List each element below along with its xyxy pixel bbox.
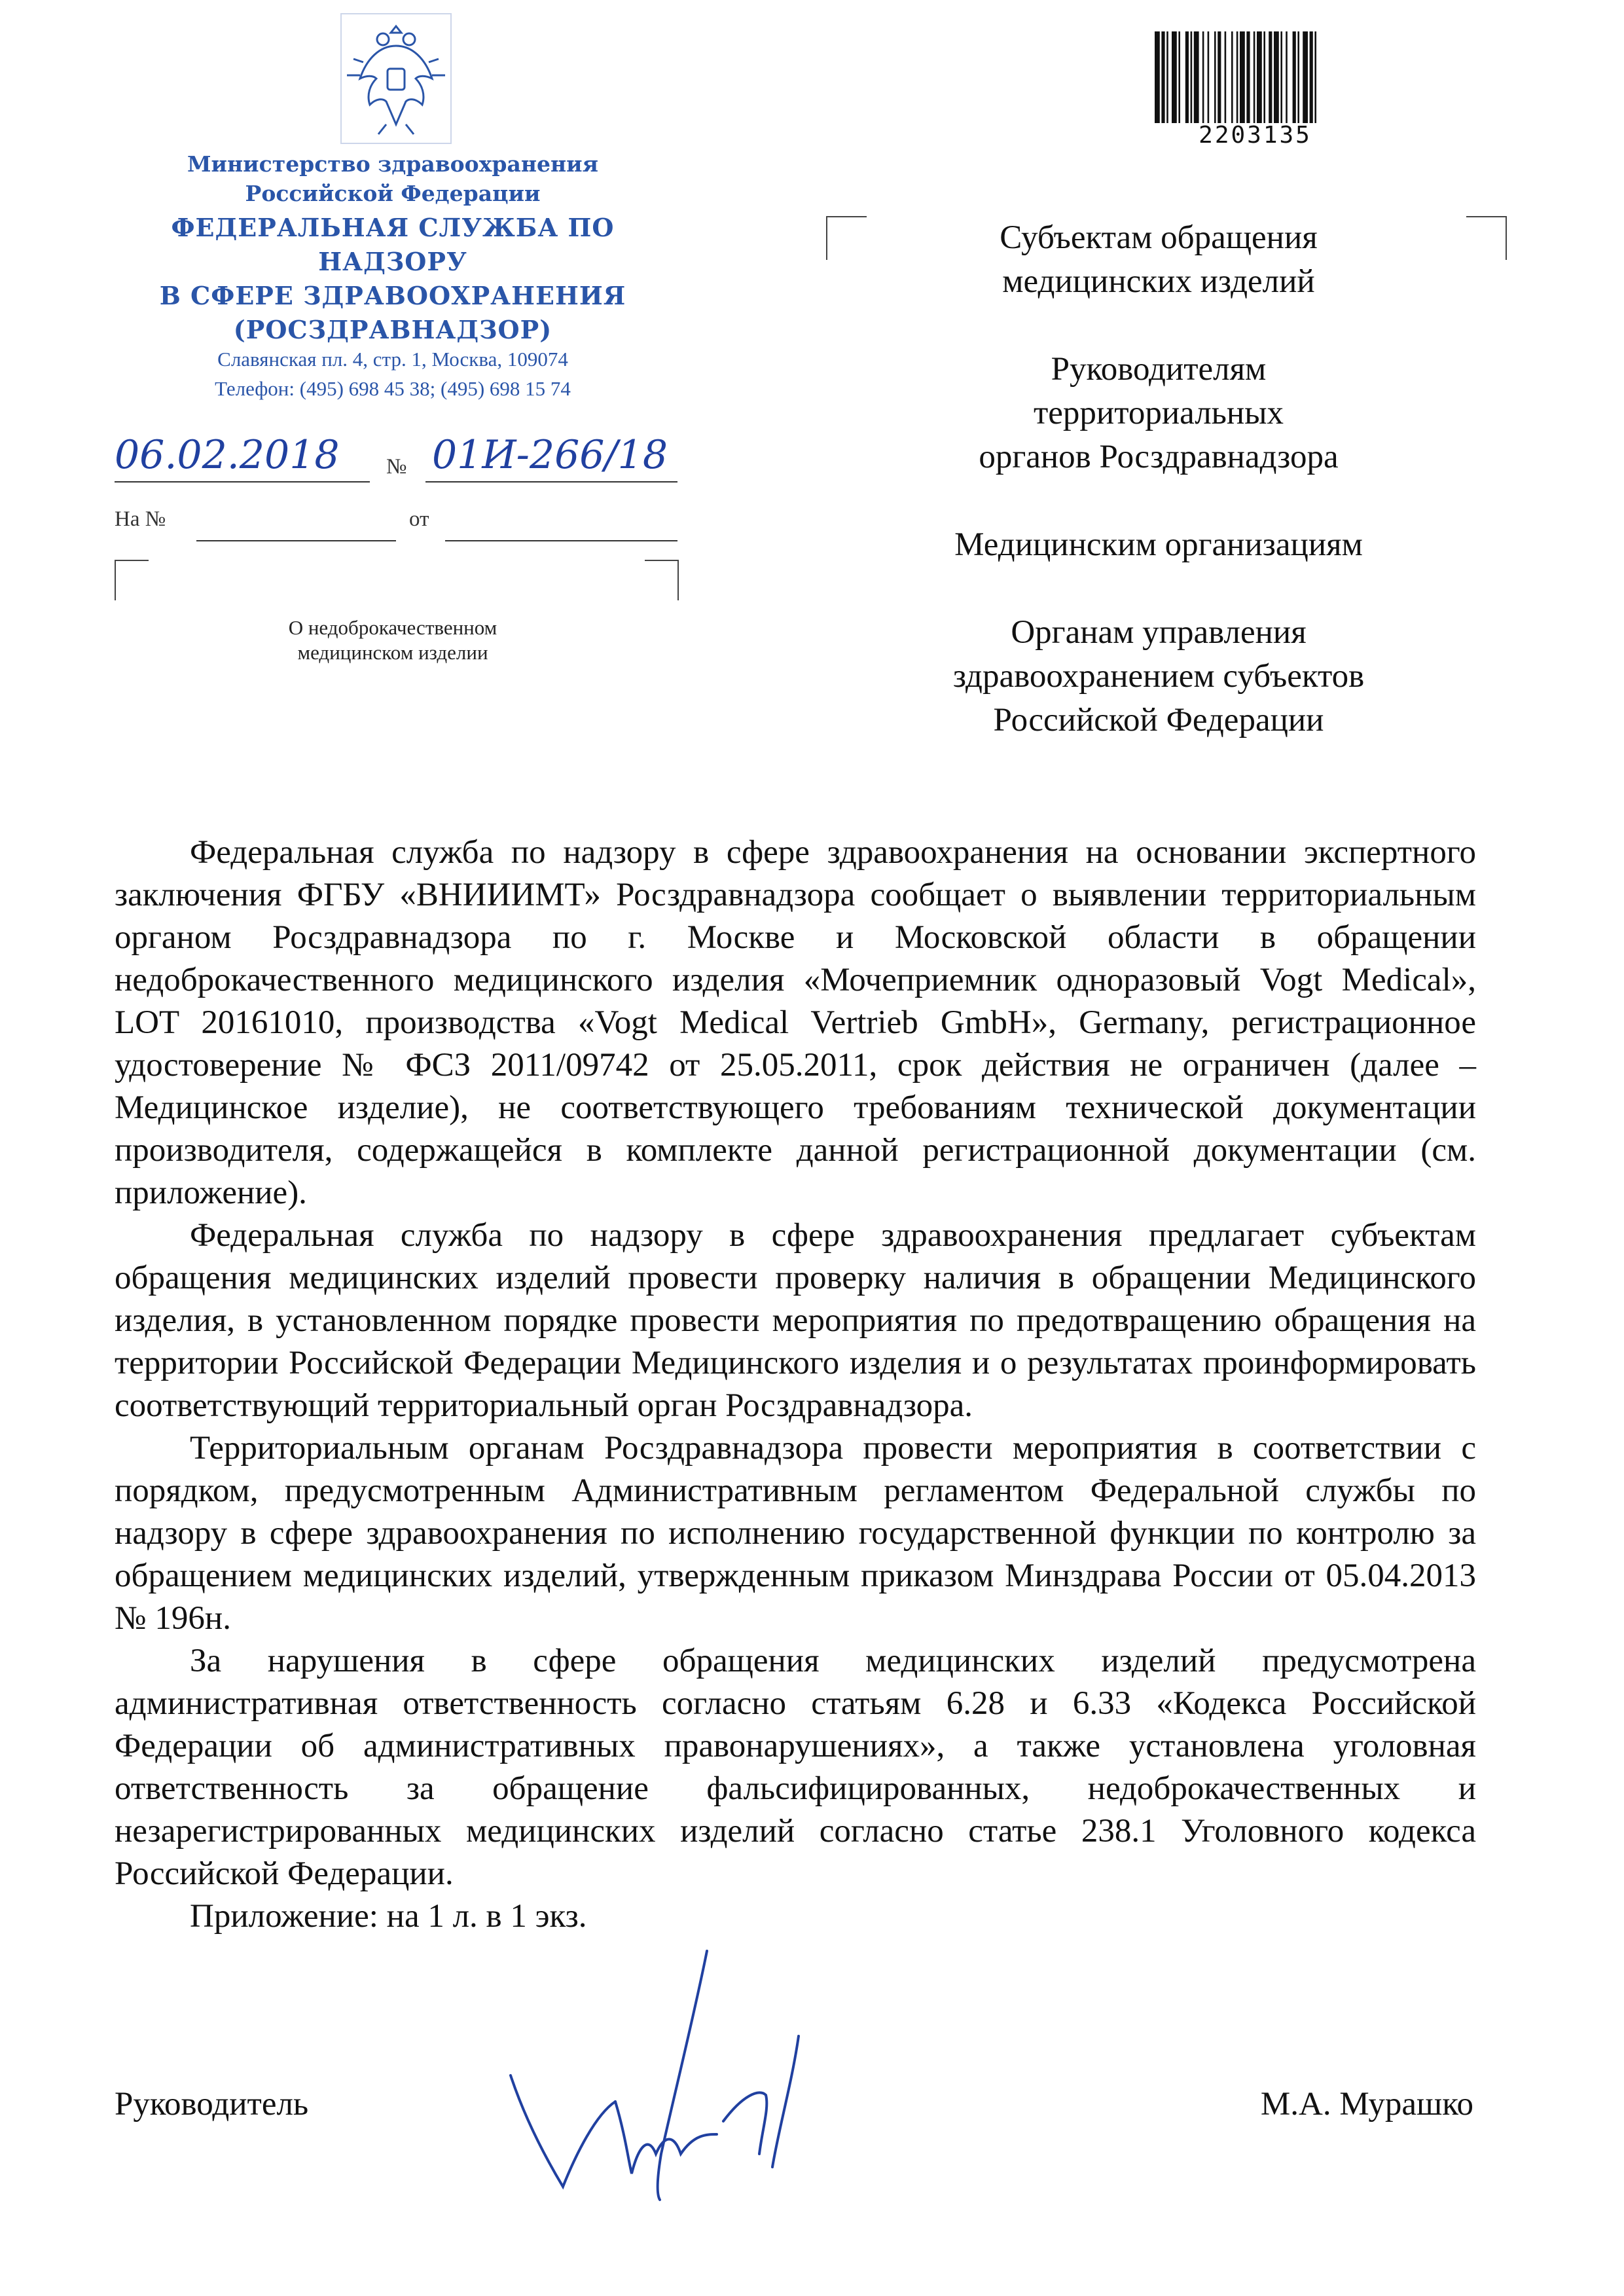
from-underline [445, 540, 677, 541]
barcode-bar [1274, 31, 1279, 123]
barcode-bar [1254, 31, 1255, 123]
barcode-image [1152, 31, 1358, 123]
address-line: Славянская пл. 4, стр. 1, Москва, 109074 [217, 348, 568, 371]
barcode-bar [1303, 31, 1308, 123]
number-label: № [386, 455, 407, 479]
barcode-bar [1155, 31, 1160, 123]
barcode-bar [1166, 31, 1168, 123]
barcode-bar [1214, 31, 1216, 123]
body-paragraph: Федеральная служба по надзору в сфере здравоохранения на основании экспертного заключения ФГБУ «ВНИИИМТ» Росздравнадзора сообщает о выявлении территориальным органом Росздравнадзора по г. Москве и Московской области в обращении недоброкачественного медицинского изделия «Мочеприемник одноразовый Vogt Medical», LOT 20161010, производства «Vogt Medical Vertrieb GmbH», Germany, регистрационное удостоверение № ФСЗ 2011/09742 от 25.05.2011, срок действия не ограничен (далее – Медицинское изделие), не соответствующего требованиям технической документации производителя, содержащейся в комплекте данной регистрационной документации (см. приложение). [115, 834, 1476, 1211]
signer-position: Руководитель [115, 2086, 309, 2123]
barcode-bar [1194, 31, 1199, 123]
barcode-bar [1293, 31, 1296, 123]
barcode-bar [1218, 31, 1221, 123]
barcode-bar [1246, 31, 1250, 123]
barcode-bar [1269, 31, 1272, 123]
recipient-line: территориальных [1034, 395, 1284, 431]
handwritten-number: 01И-266/18 [432, 432, 668, 478]
recipient-line: Руководителям [1051, 351, 1267, 388]
subject-corner-left [115, 560, 149, 600]
service-name [105, 211, 681, 347]
letter-body [115, 831, 1476, 1938]
barcode-bar [1286, 31, 1288, 123]
body-paragraph: Федеральная служба по надзору в сфере здравоохранения предлагает субъектам обращения медицинских изделий провести проверку наличия в обращении Медицинского изделия, в установленном порядке провести мероприятия по предотвращению обращения на территории Российской Федерации Медицинского изделия и о результатах проинформировать соответствующий территориальный орган Росздравнадзора. [115, 1217, 1476, 1424]
barcode-number: 2203135 [1199, 122, 1312, 149]
recipient-line: Органам управления [1011, 614, 1307, 651]
barcode-bar [1178, 31, 1180, 123]
recipient-group [871, 216, 1447, 304]
barcode-bar [1161, 31, 1164, 123]
barcode-bar [1172, 31, 1177, 123]
recipient-group [871, 348, 1447, 479]
recipients-block [871, 216, 1447, 786]
recipient-corner-right [1466, 216, 1507, 260]
subject-corner-right [645, 560, 679, 600]
signer-name: М.А. Мурашко [1260, 2086, 1473, 2123]
barcode-bar [1297, 31, 1299, 123]
ministry-line: Российской Федерации [245, 181, 541, 206]
recipient-group [871, 523, 1447, 567]
barcode-bar [1202, 31, 1204, 123]
barcode-bar [1208, 31, 1210, 123]
recipient-corner-left [826, 216, 867, 260]
ministry-line: Министерство здравоохранения [187, 151, 598, 177]
service-line: (РОСЗДРАВНАДЗОР) [233, 315, 552, 344]
barcode-bar [1240, 31, 1245, 123]
recipient-line: Медицинским организациям [954, 526, 1363, 563]
recipient-line: здравоохранением субъектов [952, 658, 1365, 695]
body-paragraph: Территориальным органам Росздравнадзора провести мероприятия в соответствии с порядком, предусмотренным Административным регламентом Федеральной службы по надзору в сфере здравоохранения по исполнению государственной функции по контролю за обращением медицинских изделий, утвержденным приказом Минздрава России от 05.04.2013 № 196н. [115, 1430, 1476, 1637]
barcode-bar [1257, 31, 1262, 123]
subject-line: О недоброкачественном [288, 616, 497, 639]
ministry-name [164, 149, 622, 208]
barcode-bar [1280, 31, 1282, 123]
attachment-note: Приложение: на 1 л. в 1 экз. [190, 1898, 587, 1935]
date-underline [115, 481, 370, 483]
service-line: ФЕДЕРАЛЬНАЯ СЛУЖБА ПО НАДЗОРУ [171, 213, 615, 276]
recipient-line: медицинских изделий [1002, 263, 1315, 300]
handwritten-signature [484, 1938, 890, 2213]
recipient-group [871, 611, 1447, 742]
barcode-bar [1263, 31, 1265, 123]
barcode-bar [1225, 31, 1227, 123]
address-line: Телефон: (495) 698 45 38; (495) 698 15 74 [215, 377, 571, 400]
service-line: В СФЕРЕ ЗДРАВООХРАНЕНИЯ [159, 281, 626, 310]
ref-underline [196, 540, 396, 541]
barcode-bar [1185, 31, 1189, 123]
barcode-bar [1231, 31, 1233, 123]
barcode-bar [1310, 31, 1313, 123]
address-block [105, 344, 681, 403]
body-paragraph: За нарушения в сфере обращения медицинских изделий предусмотрена административная ответственность согласно статьям 6.28 и 6.33 «Кодекса Российской Федерации об административных правонарушениях», а также установлена уголовная ответственность за обращение фальсифицированных, недоброкачественных и незарегистрированных медицинских изделий согласно статье 238.1 Уголовного кодекса Российской Федерации. [115, 1643, 1476, 1892]
recipient-line: Субъектам обращения [1000, 219, 1318, 256]
recipient-line: органов Росздравнадзора [979, 439, 1339, 475]
handwritten-date: 06.02.2018 [115, 432, 340, 478]
recipient-line: Российской Федерации [993, 702, 1324, 738]
barcode-bar [1191, 31, 1193, 123]
barcode-bar [1314, 31, 1316, 123]
barcode-bar [1236, 31, 1238, 123]
subject-block [236, 615, 550, 665]
coat-of-arms-emblem [340, 13, 452, 144]
subject-line: медицинском изделии [297, 641, 488, 664]
ref-label: На № [115, 507, 166, 531]
from-label: от [409, 507, 429, 531]
number-underline [425, 481, 677, 483]
